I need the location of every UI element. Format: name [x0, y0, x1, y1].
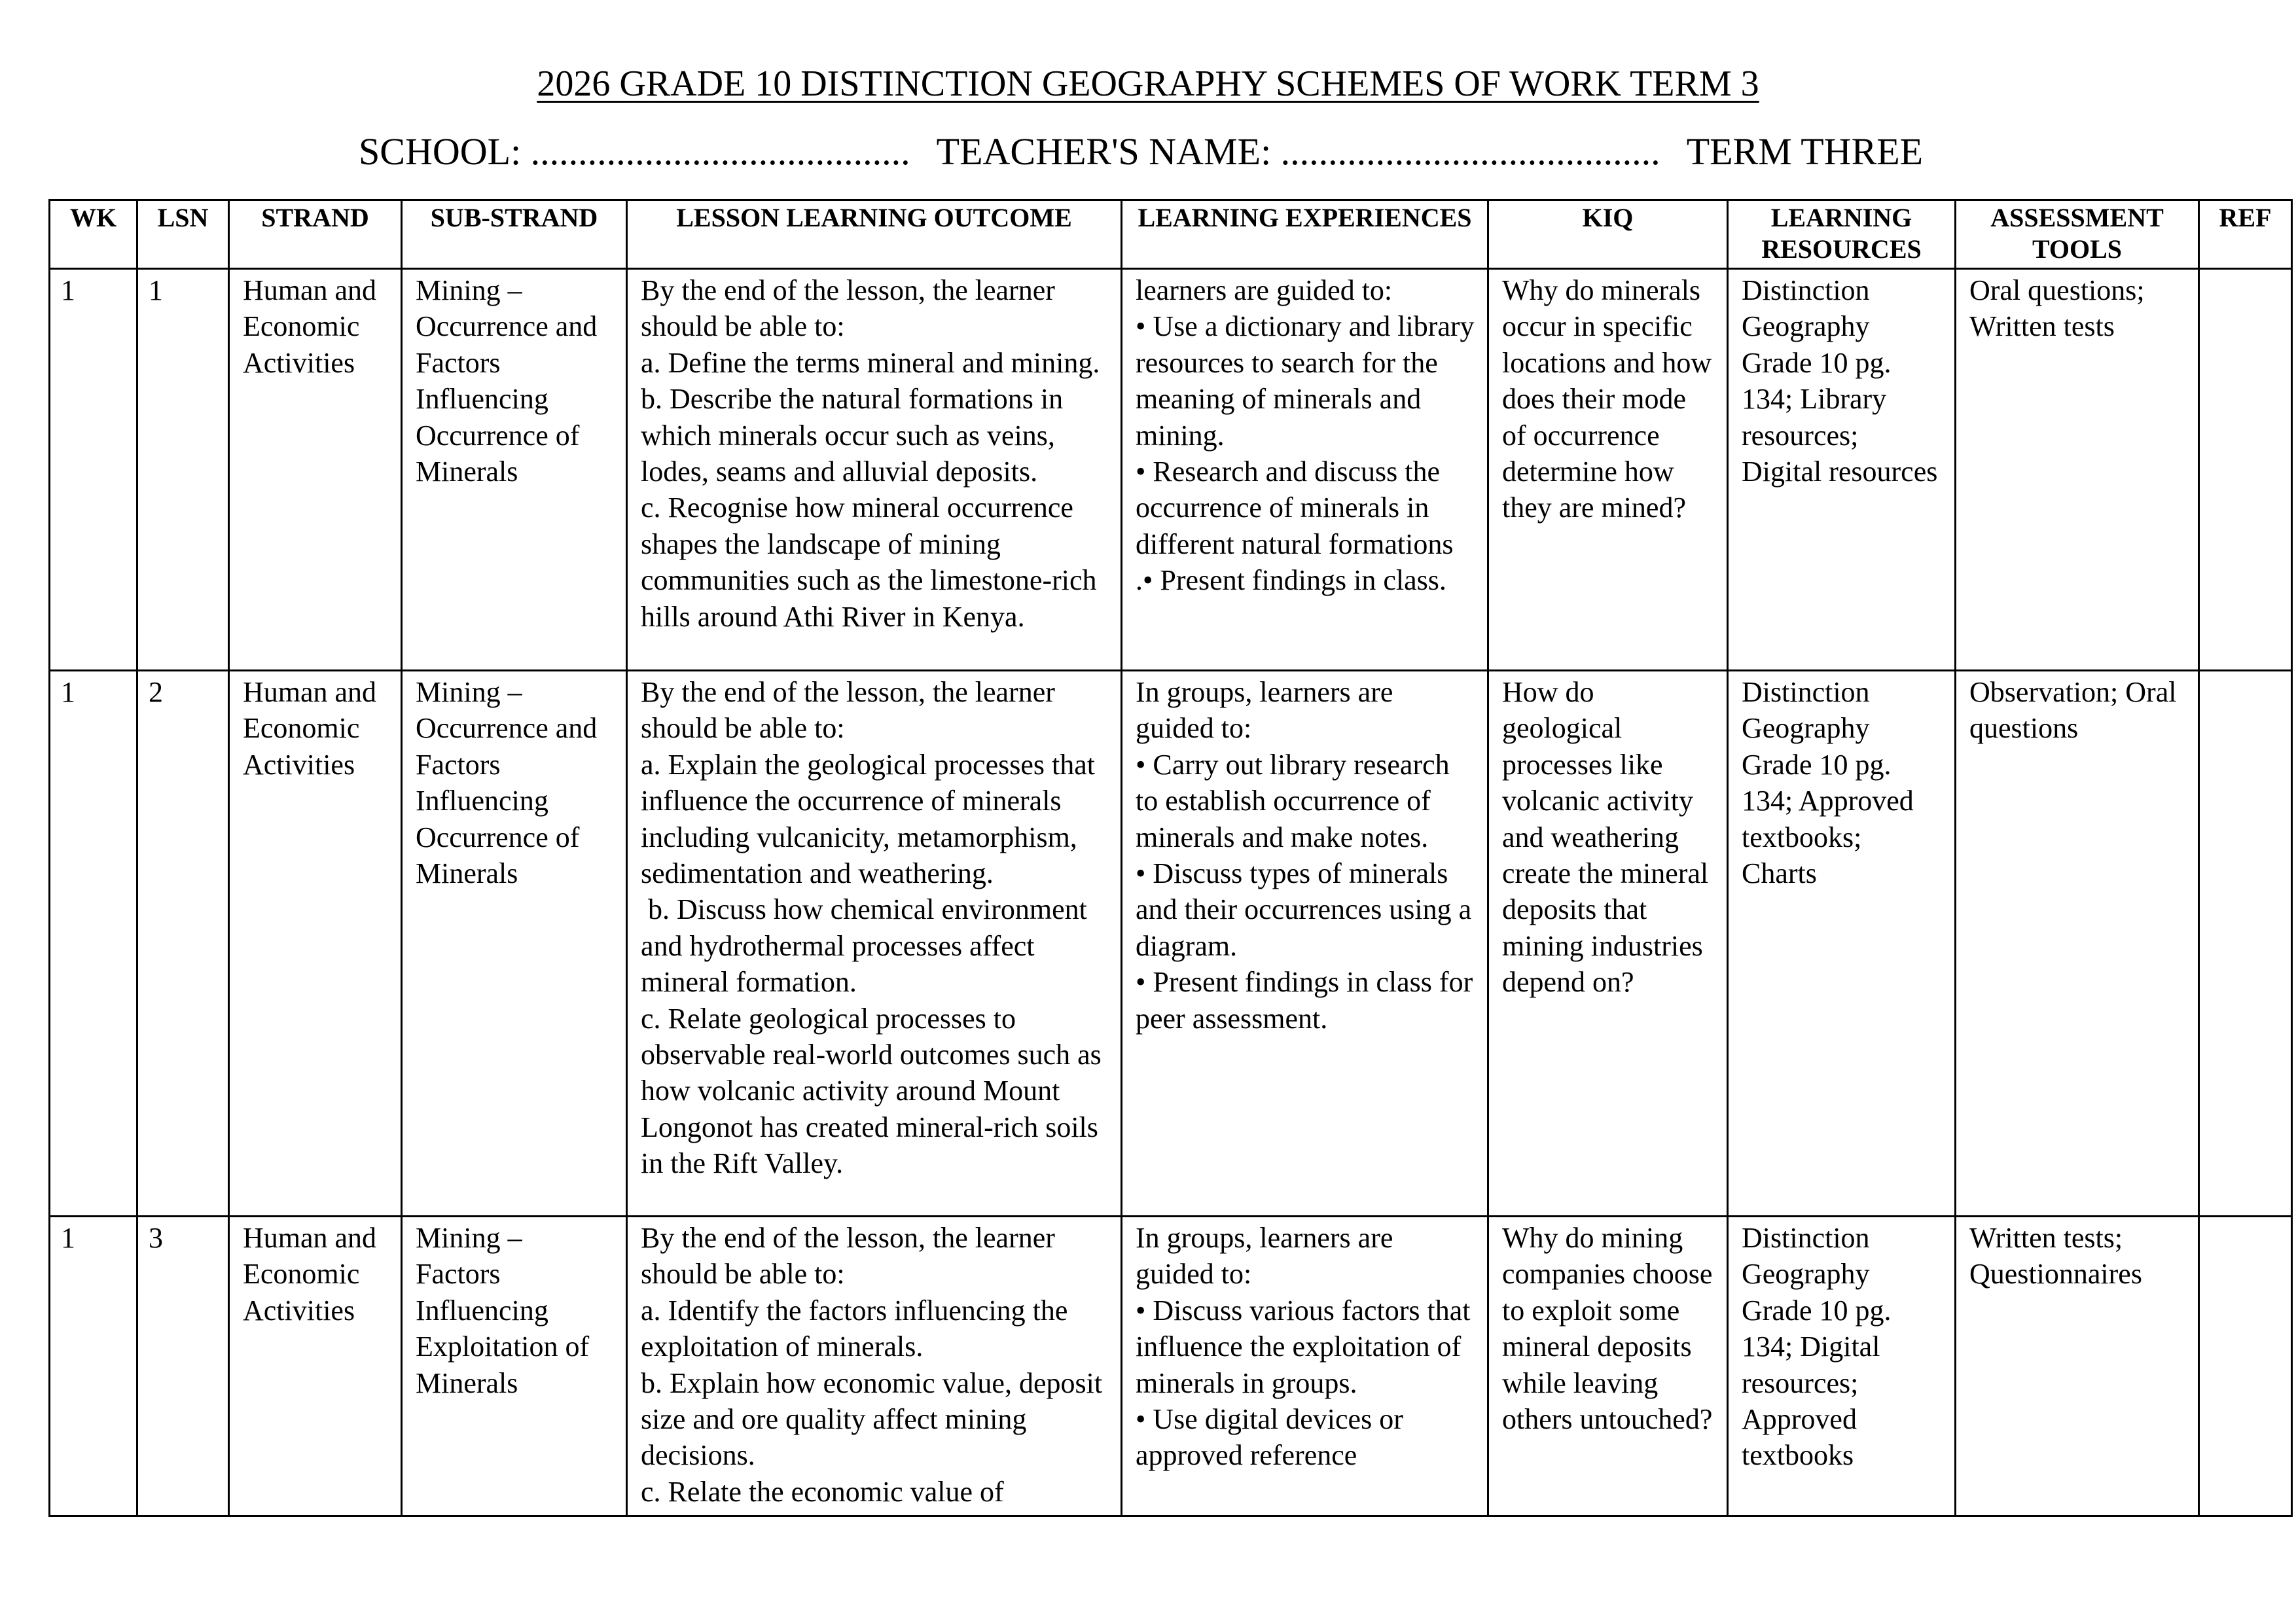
cell-lsn: 3 — [137, 1217, 229, 1516]
header-sub-strand: SUB-STRAND — [402, 200, 627, 269]
header-lesson-learning-outcome: LESSON LEARNING OUTCOME — [627, 200, 1122, 269]
table-header-row — [50, 200, 2292, 269]
cell-ref — [2199, 671, 2292, 1217]
teacher-name-label: TEACHER'S NAME: ........................................ — [936, 130, 1660, 173]
cell-lesson-learning-outcome: By the end of the lesson, the learner should be able to: a. Explain the geological processes that influence the occurrence of minerals including vulcanicity, metamorphism, sedimentation and weathering. b. Discuss how chemical environment and hydrothermal processes affect mineral formation. c. Relate geological processes to observable real-world outcomes such as how volcanic activity around Mount Longonot has created mineral-rich soils in the Rift Valley. — [627, 671, 1122, 1217]
cell-sub-strand: Mining – Occurrence and Factors Influencing Occurrence of Minerals — [402, 269, 627, 671]
cell-sub-strand: Mining – Factors Influencing Exploitation of Minerals — [402, 1217, 627, 1516]
header-kiq: KIQ — [1488, 200, 1728, 269]
cell-learning-resources: Distinction Geography Grade 10 pg. 134; Approved textbooks; Charts — [1728, 671, 1956, 1217]
cell-learning-experiences: In groups, learners are guided to: • Carry out library research to establish occurrence of minerals and make notes. • Discuss types of minerals and their occurrences using a diagram. • Present findings in class for peer assessment. — [1122, 671, 1488, 1217]
cell-strand: Human and Economic Activities — [229, 1217, 402, 1516]
header-lsn: LSN — [137, 200, 229, 269]
header-learning-resources: LEARNING RESOURCES — [1728, 200, 1956, 269]
schemes-of-work-table — [48, 199, 2293, 1517]
cell-learning-experiences: learners are guided to: • Use a dictionary and library resources to search for the meaning of minerals and mining. • Research and discuss the occurrence of minerals in different natural formations .• Present findings in class. — [1122, 269, 1488, 671]
cell-lsn: 1 — [137, 269, 229, 671]
cell-wk: 1 — [50, 269, 137, 671]
cell-strand: Human and Economic Activities — [229, 671, 402, 1217]
cell-wk: 1 — [50, 671, 137, 1217]
cell-wk: 1 — [50, 1217, 137, 1516]
cell-sub-strand: Mining – Occurrence and Factors Influencing Occurrence of Minerals — [402, 671, 627, 1217]
cell-lsn: 2 — [137, 671, 229, 1217]
header-assessment-tools: ASSESSMENT TOOLS — [1956, 200, 2199, 269]
cell-assessment-tools: Observation; Oral questions — [1956, 671, 2199, 1217]
cell-learning-resources: Distinction Geography Grade 10 pg. 134; Digital resources; Approved textbooks — [1728, 1217, 1956, 1516]
cell-kiq: Why do minerals occur in specific locations and how does their mode of occurrence determine how they are mined? — [1488, 269, 1728, 671]
document-title: 2026 GRADE 10 DISTINCTION GEOGRAPHY SCHEMES OF WORK TERM 3 — [537, 63, 1759, 104]
cell-lesson-learning-outcome: By the end of the lesson, the learner should be able to: a. Define the terms mineral and mining. b. Describe the natural formations in which minerals occur such as veins, lodes, seams and alluvial deposits. c. Recognise how mineral occurrence shapes the landscape of mining communities such as the limestone-rich hills around Athi River in Kenya. — [627, 269, 1122, 671]
cell-learning-resources: Distinction Geography Grade 10 pg. 134; Library resources; Digital resources — [1728, 269, 1956, 671]
cell-assessment-tools: Written tests; Questionnaires — [1956, 1217, 2199, 1516]
cell-ref — [2199, 269, 2292, 671]
table-row — [50, 269, 2292, 671]
header-learning-experiences: LEARNING EXPERIENCES — [1122, 200, 1488, 269]
header-ref: REF — [2199, 200, 2292, 269]
cell-ref — [2199, 1217, 2292, 1516]
cell-kiq: How do geological processes like volcanic activity and weathering create the mineral deposits that mining industries depend on? — [1488, 671, 1728, 1217]
table-row — [50, 1217, 2292, 1516]
school-label: SCHOOL: ........................................ — [359, 130, 910, 173]
header-wk: WK — [50, 200, 137, 269]
cell-kiq: Why do mining companies choose to exploit some mineral deposits while leaving others untouched? — [1488, 1217, 1728, 1516]
cell-learning-experiences: In groups, learners are guided to: • Discuss various factors that influence the exploitation of minerals in groups. • Use digital devices or approved reference — [1122, 1217, 1488, 1516]
table-row — [50, 671, 2292, 1217]
header-strand: STRAND — [229, 200, 402, 269]
cell-strand: Human and Economic Activities — [229, 269, 402, 671]
cell-assessment-tools: Oral questions; Written tests — [1956, 269, 2199, 671]
document-subtitle — [359, 127, 1923, 177]
cell-lesson-learning-outcome: By the end of the lesson, the learner should be able to: a. Identify the factors influencing the exploitation of minerals. b. Explain how economic value, deposit size and ore quality affect mining decisions. c. Relate the economic value of — [627, 1217, 1122, 1516]
term-label: TERM THREE — [1686, 130, 1924, 173]
